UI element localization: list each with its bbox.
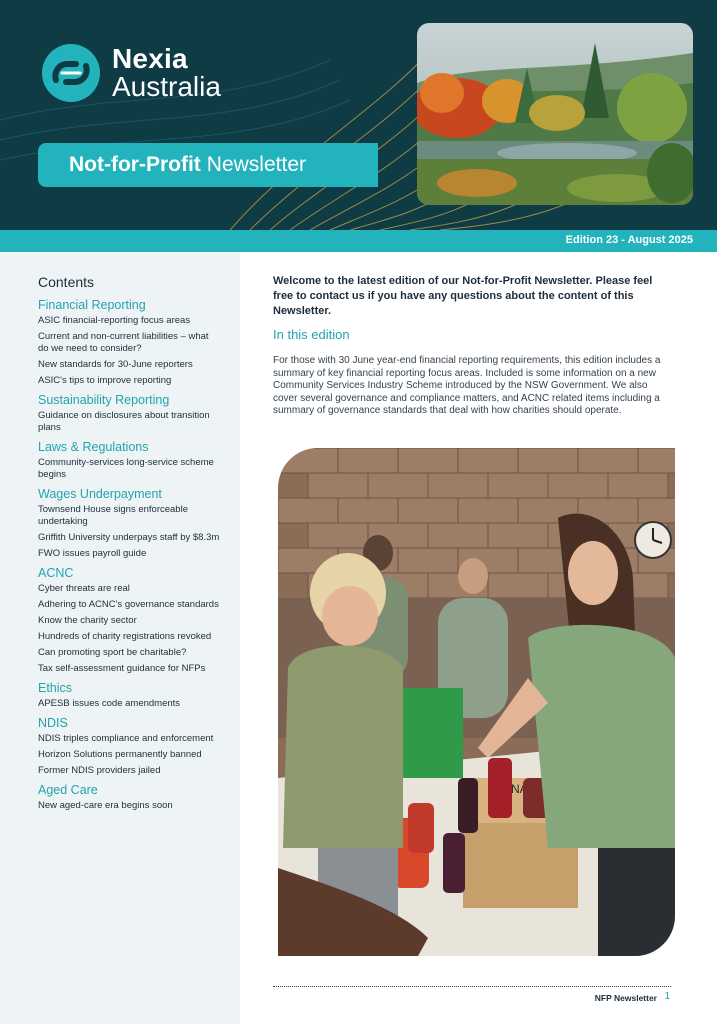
- toc-item[interactable]: Community-services long-service scheme begins: [38, 457, 214, 480]
- toc-item[interactable]: ASIC's tips to improve reporting: [38, 375, 172, 386]
- toc-item[interactable]: ASIC financial-reporting focus areas: [38, 315, 191, 326]
- nexia-logo-icon: [40, 42, 102, 104]
- toc-item[interactable]: Townsend House signs enforceable undertaking: [38, 504, 188, 527]
- banner-title-light: Newsletter: [206, 153, 306, 176]
- toc-section: [38, 681, 220, 710]
- toc-item[interactable]: Horizon Solutions permanently banned: [38, 749, 202, 760]
- toc-section: [38, 440, 220, 481]
- intro-paragraph: Welcome to the latest edition of our Not-for-Profit Newsletter. Please feel free to contact us if you have any questions about the content of this Newsletter.: [273, 275, 653, 317]
- brand-line1: Nexia: [112, 43, 188, 74]
- toc-section: [38, 298, 220, 387]
- toc-heading[interactable]: NDIS: [38, 716, 68, 730]
- edition-bar: [0, 230, 717, 252]
- toc-item[interactable]: NDIS triples compliance and enforcement: [38, 733, 214, 744]
- header: [0, 0, 717, 230]
- toc-heading[interactable]: Laws & Regulations: [38, 440, 149, 454]
- toc-item[interactable]: Former NDIS providers jailed: [38, 765, 161, 776]
- footer-divider: [273, 986, 671, 987]
- toc-item[interactable]: Adhering to ACNC's governance standards: [38, 599, 219, 610]
- toc-item[interactable]: New standards for 30-June reporters: [38, 359, 193, 370]
- toc-item[interactable]: Griffith University underpays staff by $8.3m: [38, 532, 220, 543]
- toc-heading[interactable]: Aged Care: [38, 783, 98, 797]
- contents-sidebar: [0, 252, 240, 1024]
- brand-line2: Australia: [112, 71, 221, 102]
- toc-item[interactable]: Current and non-current liabilities – what do we need to consider?: [38, 331, 209, 354]
- toc-item[interactable]: Guidance on disclosures about transition plans: [38, 410, 210, 433]
- toc-item[interactable]: Tax self-assessment guidance for NFPs: [38, 663, 206, 674]
- in-this-edition-heading: In this edition: [273, 327, 350, 342]
- garden-landscape-photo: [417, 23, 693, 205]
- nexia-logo: [40, 42, 221, 104]
- toc-item[interactable]: APESB issues code amendments: [38, 698, 181, 709]
- brand-name: [112, 45, 221, 101]
- toc-item[interactable]: Can promoting sport be charitable?: [38, 647, 187, 658]
- edition-label: Edition 23 - August 2025: [565, 234, 693, 246]
- toc-heading[interactable]: ACNC: [38, 566, 74, 580]
- toc-section: [38, 566, 220, 675]
- edition-summary: For those with 30 June year-end financial reporting requirements, this edition includes a summary of key financial reporting focus areas. Included is some information on a new Community Services Industry Scheme introduced by the NSW Government. We also cover several governance and compliance matters, and ACNC related items including a summary of governance standards that deal with how charities should operate.: [273, 355, 661, 416]
- volunteers-donation-photo: [278, 448, 675, 956]
- toc-item[interactable]: Hundreds of charity registrations revoked: [38, 631, 212, 642]
- page-number: 1: [664, 991, 670, 1002]
- newsletter-banner: [38, 143, 378, 187]
- contents-title: Contents: [38, 274, 95, 290]
- toc-heading[interactable]: Sustainability Reporting: [38, 393, 170, 407]
- toc-section: [38, 783, 220, 812]
- toc-section: [38, 716, 220, 777]
- banner-title-strong: Not-for-Profit: [69, 153, 201, 176]
- toc-item[interactable]: Cyber threats are real: [38, 583, 130, 594]
- toc-item[interactable]: FWO issues payroll guide: [38, 548, 147, 559]
- toc-heading[interactable]: Financial Reporting: [38, 298, 146, 312]
- table-of-contents: [38, 298, 220, 812]
- toc-section: [38, 487, 220, 560]
- toc-item[interactable]: New aged-care era begins soon: [38, 800, 173, 811]
- footer-label: NFP Newsletter: [594, 993, 657, 1003]
- toc-heading[interactable]: Ethics: [38, 681, 73, 695]
- toc-item[interactable]: Know the charity sector: [38, 615, 137, 626]
- toc-heading[interactable]: Wages Underpayment: [38, 487, 162, 501]
- toc-section: [38, 393, 220, 434]
